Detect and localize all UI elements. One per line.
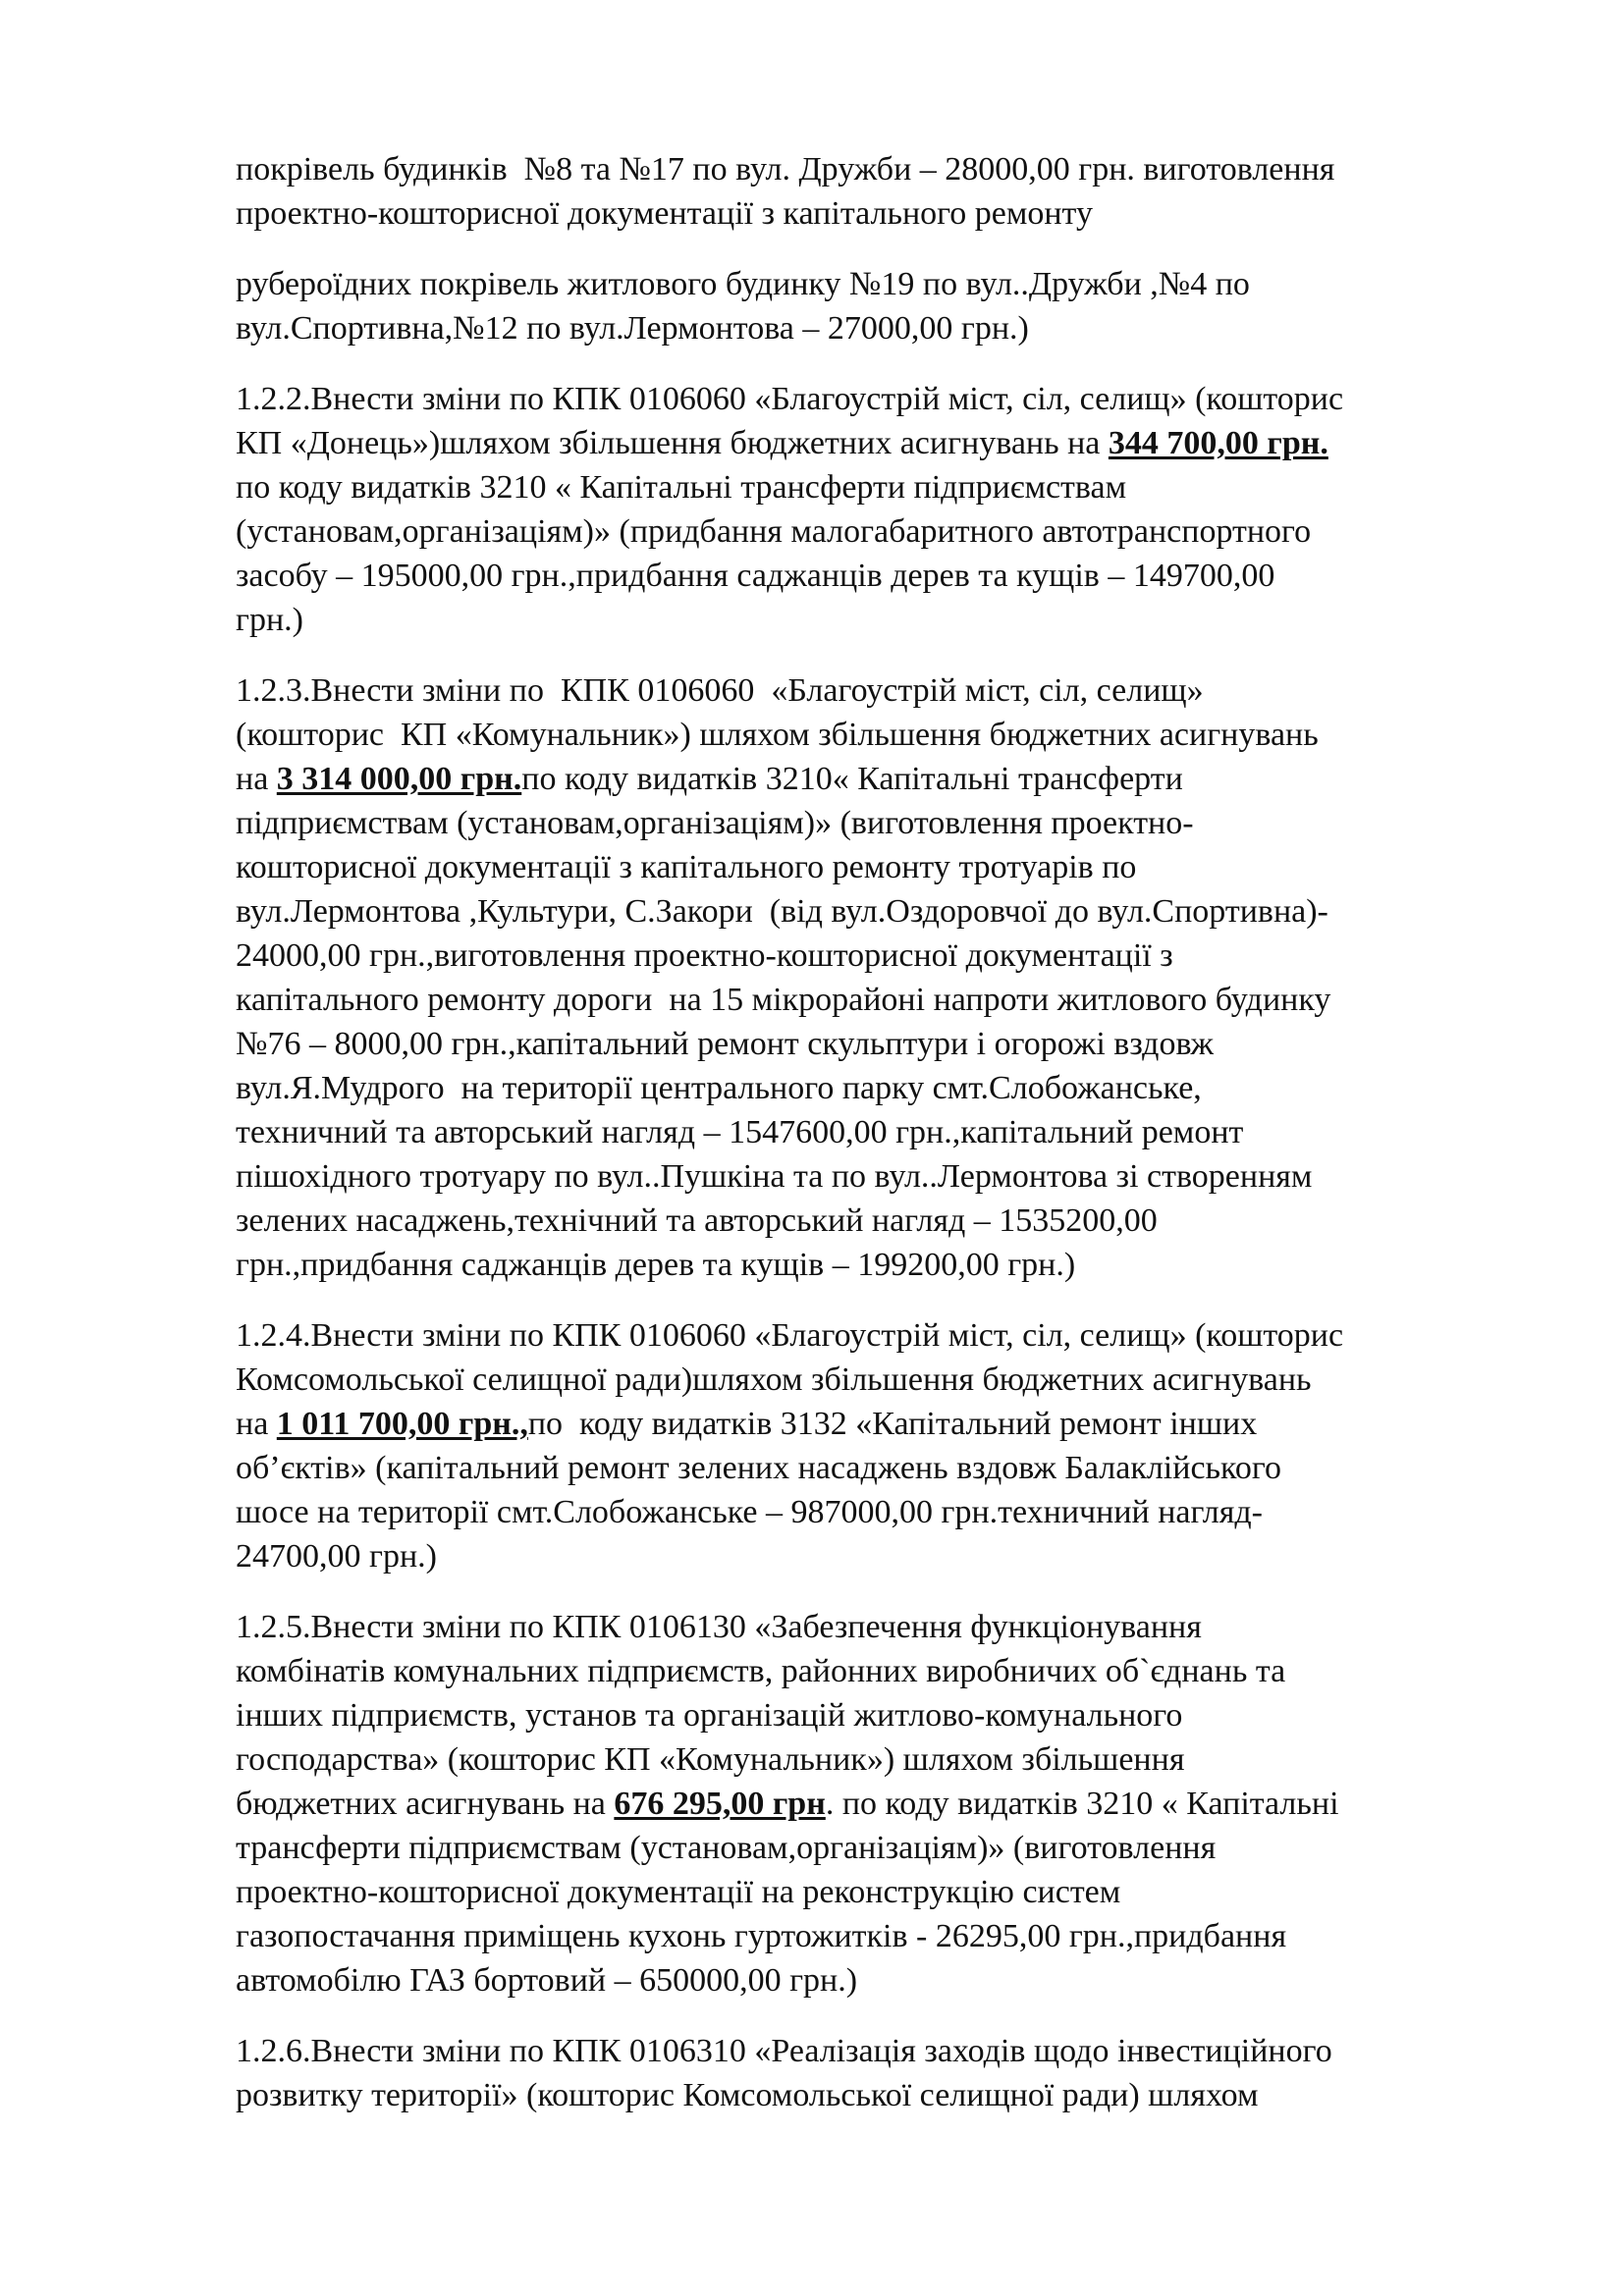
text-segment: шосе на території смт.Слобожанське – 987000,00 грн.техничний нагляд- — [236, 1494, 1263, 1530]
text-segment: кошторисної документації з капітального ремонту тротуарів по — [236, 849, 1137, 885]
text-line — [236, 1958, 1532, 2002]
text-segment: проектно-кошторисної документації на реконструкцію систем — [236, 1874, 1121, 1910]
text-segment: на — [236, 1406, 277, 1442]
paragraph — [236, 147, 1532, 236]
document-page — [236, 147, 1532, 2144]
text-line — [236, 1446, 1532, 1490]
text-segment: №76 – 8000,00 грн.,капітальний ремонт скульптури і огорожі вздовж — [236, 1026, 1215, 1062]
amount-highlight: 344 700,00 грн. — [1108, 425, 1328, 461]
text-line — [236, 668, 1532, 713]
paragraph — [236, 1313, 1532, 1578]
text-segment: газопостачання приміщень кухонь гуртожитків - 26295,00 грн.,придбання — [236, 1918, 1287, 1954]
text-segment: бюджетних асигнувань на — [236, 1786, 615, 1822]
text-segment: інших підприємств, установ та організацій житлово-комунального — [236, 1697, 1183, 1734]
text-segment: по коду видатків 3210 « Капітальні трансферти підприємствам — [236, 469, 1127, 506]
text-line — [236, 377, 1532, 421]
text-segment: капітального ремонту дороги на 15 мікрорайоні напроти житлового будинку — [236, 982, 1331, 1018]
text-line — [236, 2029, 1532, 2073]
text-segment: 1.2.6.Внести зміни по КПК 0106310 «Реалізація заходів щодо інвестиційного — [236, 2033, 1332, 2069]
text-line — [236, 509, 1532, 554]
paragraph — [236, 2029, 1532, 2117]
text-line — [236, 757, 1532, 801]
text-segment: господарства» (кошторис КП «Комунальник») шляхом збільшення — [236, 1741, 1185, 1778]
text-line — [236, 465, 1532, 509]
text-segment: автомобілю ГАЗ бортовий – 650000,00 грн.) — [236, 1962, 858, 1999]
text-segment: вул.Спортивна,№12 по вул.Лермонтова – 27000,00 грн.) — [236, 310, 1029, 347]
text-line — [236, 934, 1532, 978]
text-line — [236, 1870, 1532, 1914]
text-line — [236, 1649, 1532, 1693]
amount-highlight: 3 314 000,00 грн. — [276, 761, 522, 797]
text-line — [236, 1605, 1532, 1649]
text-segment: підприємствам (установам,організаціям)» (виготовлення проектно- — [236, 805, 1194, 841]
text-segment: покрівель будинків №8 та №17 по вул. Дружби – 28000,00 грн. виготовлення — [236, 151, 1335, 187]
text-segment: по коду видатків 3132 «Капітальний ремонт інших — [527, 1406, 1258, 1442]
text-segment: вул.Лермонтова ,Культури, С.Закори (від вул.Оздоровчої до вул.Спортивна)- — [236, 893, 1328, 930]
text-segment: Комсомольської селищної ради)шляхом збільшення бюджетних асигнувань — [236, 1362, 1312, 1398]
text-line — [236, 262, 1532, 306]
text-segment: зелених насаджень,технічний та авторський нагляд – 1535200,00 — [236, 1202, 1158, 1239]
text-segment: (установам,організаціям)» (придбання малогабаритного автотранспортного — [236, 513, 1312, 550]
amount-highlight: 676 295,00 грн — [614, 1786, 826, 1822]
text-segment: 1.2.2.Внести зміни по КПК 0106060 «Благоустрій міст, сіл, селищ» (кошторис — [236, 381, 1344, 417]
text-line — [236, 889, 1532, 934]
text-line — [236, 1914, 1532, 1958]
text-line — [236, 554, 1532, 598]
text-line — [236, 1313, 1532, 1358]
text-line — [236, 1199, 1532, 1243]
text-line — [236, 598, 1532, 642]
text-segment: 1.2.4.Внести зміни по КПК 0106060 «Благоустрій міст, сіл, селищ» (кошторис — [236, 1317, 1344, 1354]
text-segment: розвитку території» (кошторис Комсомольської селищної ради) шляхом — [236, 2077, 1259, 2113]
text-line — [236, 1534, 1532, 1578]
text-segment: . по коду видатків 3210 « Капітальні — [825, 1786, 1339, 1822]
text-segment: 24000,00 грн.,виготовлення проектно-кошторисної документації з — [236, 937, 1173, 974]
text-segment: 24700,00 грн.) — [236, 1538, 437, 1575]
text-line — [236, 801, 1532, 845]
text-segment: комбінатів комунальних підприємств, районних виробничих об`єднань та — [236, 1653, 1286, 1689]
text-segment: об’єктів» (капітальний ремонт зелених насаджень вздовж Балаклійського — [236, 1450, 1281, 1486]
text-line — [236, 1358, 1532, 1402]
text-segment: 1.2.3.Внести зміни по КПК 0106060 «Благоустрій міст, сіл, селищ» — [236, 672, 1204, 709]
text-line — [236, 1154, 1532, 1199]
text-line — [236, 191, 1532, 236]
text-line — [236, 306, 1532, 350]
text-segment: техничний та авторський нагляд – 1547600,00 грн.,капітальний ремонт — [236, 1114, 1244, 1150]
text-segment: трансферти підприємствам (установам,організаціям)» (виготовлення — [236, 1830, 1217, 1866]
text-line — [236, 1490, 1532, 1534]
text-segment: проектно-кошторисної документації з капітального ремонту — [236, 195, 1093, 232]
text-segment: пішохідного тротуару по вул..Пушкіна та по вул..Лермонтова зі створенням — [236, 1158, 1313, 1195]
text-line — [236, 2073, 1532, 2117]
amount-highlight: 1 011 700,00 грн., — [276, 1406, 528, 1442]
text-line — [236, 1066, 1532, 1110]
text-segment: грн.,придбання саджанців дерев та кущів – 199200,00 грн.) — [236, 1247, 1076, 1283]
text-segment: грн.) — [236, 602, 303, 638]
text-line — [236, 1737, 1532, 1782]
text-segment: 1.2.5.Внести зміни по КПК 0106130 «Забезпечення функціонування — [236, 1609, 1202, 1645]
text-line — [236, 1826, 1532, 1870]
text-segment: рубероїдних покрівель житлового будинку №19 по вул..Дружби ,№4 по — [236, 266, 1250, 302]
paragraph — [236, 377, 1532, 642]
text-segment: КП «Донець»)шляхом збільшення бюджетних асигнувань на — [236, 425, 1109, 461]
text-line — [236, 1110, 1532, 1154]
text-line — [236, 1693, 1532, 1737]
text-line — [236, 1782, 1532, 1826]
paragraph — [236, 1605, 1532, 2002]
text-line — [236, 845, 1532, 889]
text-segment: по коду видатків 3210« Капітальні трансферти — [521, 761, 1183, 797]
paragraph — [236, 668, 1532, 1287]
text-line — [236, 147, 1532, 191]
text-line — [236, 421, 1532, 465]
text-segment: вул.Я.Мудрого на території центрального парку смт.Слобожанське, — [236, 1070, 1202, 1106]
text-segment: на — [236, 761, 277, 797]
paragraph — [236, 262, 1532, 350]
text-segment: (кошторис КП «Комунальник») шляхом збільшення бюджетних асигнувань — [236, 717, 1319, 753]
text-segment: засобу – 195000,00 грн.,придбання саджанців дерев та кущів – 149700,00 — [236, 558, 1275, 594]
text-line — [236, 713, 1532, 757]
text-line — [236, 1402, 1532, 1446]
text-line — [236, 1243, 1532, 1287]
text-line — [236, 978, 1532, 1022]
text-line — [236, 1022, 1532, 1066]
